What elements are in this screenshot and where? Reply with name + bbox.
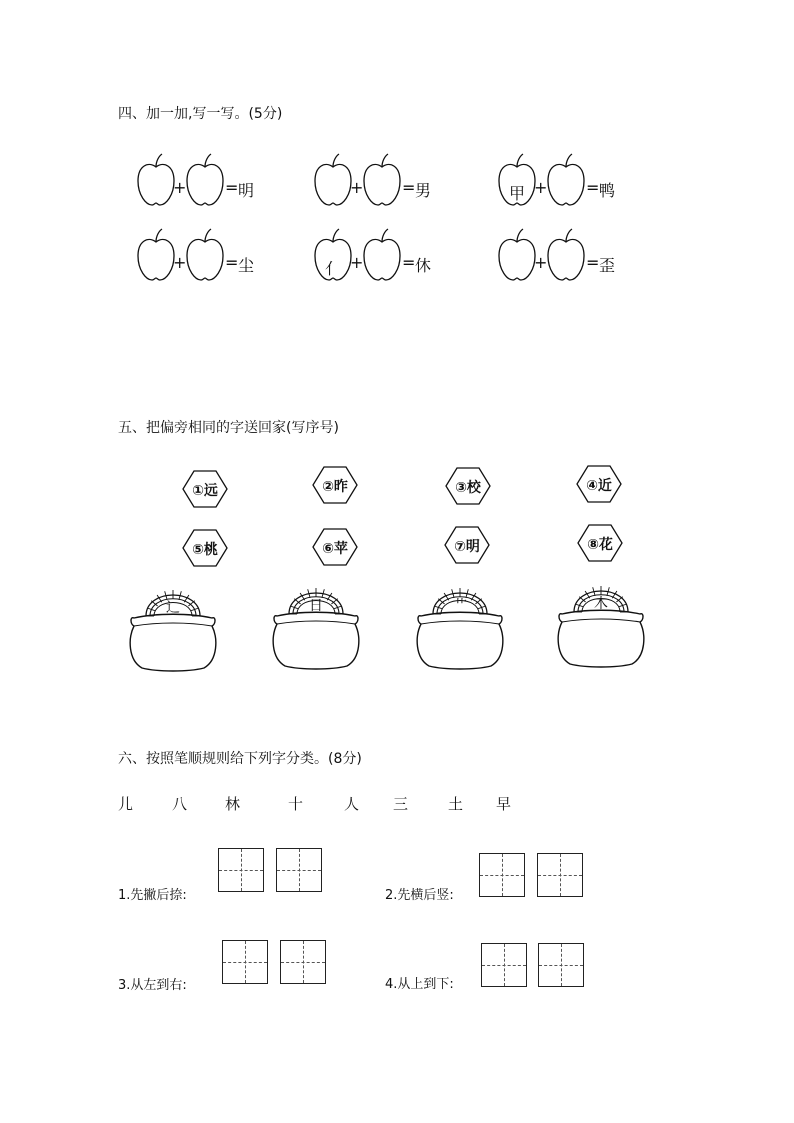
apple-icon bbox=[137, 228, 175, 284]
character-item: 早 bbox=[496, 795, 512, 813]
plus-sign: + bbox=[173, 178, 187, 197]
equals-sign: = bbox=[225, 253, 239, 272]
apple-icon bbox=[547, 228, 585, 284]
hexagon-character: ⑧花 bbox=[587, 537, 613, 553]
result-character: 鸭 bbox=[599, 181, 616, 200]
apple-icon bbox=[363, 228, 401, 284]
section5-title: 五、把偏旁相同的字送回家(写序号) bbox=[118, 420, 339, 436]
category-label: 2.先横后竖: bbox=[385, 888, 454, 903]
apple-text: 甲 bbox=[508, 184, 525, 203]
equals-sign: = bbox=[402, 178, 416, 197]
result-character: 男 bbox=[415, 181, 432, 200]
apple-icon bbox=[314, 153, 352, 209]
equals-sign: = bbox=[225, 178, 239, 197]
result-character: 尘 bbox=[238, 256, 255, 275]
writing-box[interactable] bbox=[280, 940, 326, 984]
character-item: 林 bbox=[225, 795, 241, 813]
apple-text: 亻 bbox=[324, 259, 341, 278]
character-item: 土 bbox=[448, 795, 464, 813]
apple-icon bbox=[547, 153, 585, 209]
hexagon-character: ①远 bbox=[192, 483, 218, 499]
hexagon-character: ⑤桃 bbox=[192, 542, 218, 558]
writing-box[interactable] bbox=[218, 848, 264, 892]
writing-box[interactable] bbox=[538, 943, 584, 987]
hexagon-character: ④近 bbox=[586, 478, 612, 494]
character-item: 儿 bbox=[118, 795, 134, 813]
result-character: 歪 bbox=[599, 256, 616, 275]
hexagon-character: ⑥苹 bbox=[322, 541, 348, 557]
section6-title: 六、按照笔顺规则给下列字分类。(8分) bbox=[118, 751, 362, 767]
character-item: 三 bbox=[393, 795, 409, 813]
plus-sign: + bbox=[534, 253, 548, 272]
plus-sign: + bbox=[534, 178, 548, 197]
writing-box[interactable] bbox=[481, 943, 527, 987]
radical-label: 日 bbox=[309, 598, 323, 614]
section4-title: 四、加一加,写一写。(5分) bbox=[118, 106, 283, 122]
character-item: 八 bbox=[172, 795, 188, 813]
radical-label: 艹 bbox=[453, 598, 467, 614]
writing-box[interactable] bbox=[479, 853, 525, 897]
category-label: 4.从上到下: bbox=[385, 977, 454, 992]
equals-sign: = bbox=[402, 253, 416, 272]
character-item: 人 bbox=[344, 795, 360, 813]
radical-label: 辶 bbox=[166, 600, 180, 616]
result-character: 明 bbox=[238, 181, 255, 200]
hexagon-character: ②昨 bbox=[322, 479, 348, 495]
writing-box[interactable] bbox=[276, 848, 322, 892]
plus-sign: + bbox=[350, 178, 364, 197]
plus-sign: + bbox=[350, 253, 364, 272]
apple-icon bbox=[363, 153, 401, 209]
radical-label: 木 bbox=[594, 596, 608, 612]
hexagon-character: ③校 bbox=[455, 480, 481, 496]
writing-box[interactable] bbox=[537, 853, 583, 897]
writing-box[interactable] bbox=[222, 940, 268, 984]
category-label: 3.从左到右: bbox=[118, 978, 187, 993]
apple-icon bbox=[186, 228, 224, 284]
apple-icon bbox=[137, 153, 175, 209]
category-label: 1.先撇后捺: bbox=[118, 888, 187, 903]
plus-sign: + bbox=[173, 253, 187, 272]
result-character: 休 bbox=[415, 256, 432, 275]
character-item: 十 bbox=[288, 795, 304, 813]
hexagon-character: ⑦明 bbox=[454, 539, 480, 555]
apple-icon bbox=[186, 153, 224, 209]
apple-icon bbox=[498, 228, 536, 284]
equals-sign: = bbox=[586, 253, 600, 272]
equals-sign: = bbox=[586, 178, 600, 197]
